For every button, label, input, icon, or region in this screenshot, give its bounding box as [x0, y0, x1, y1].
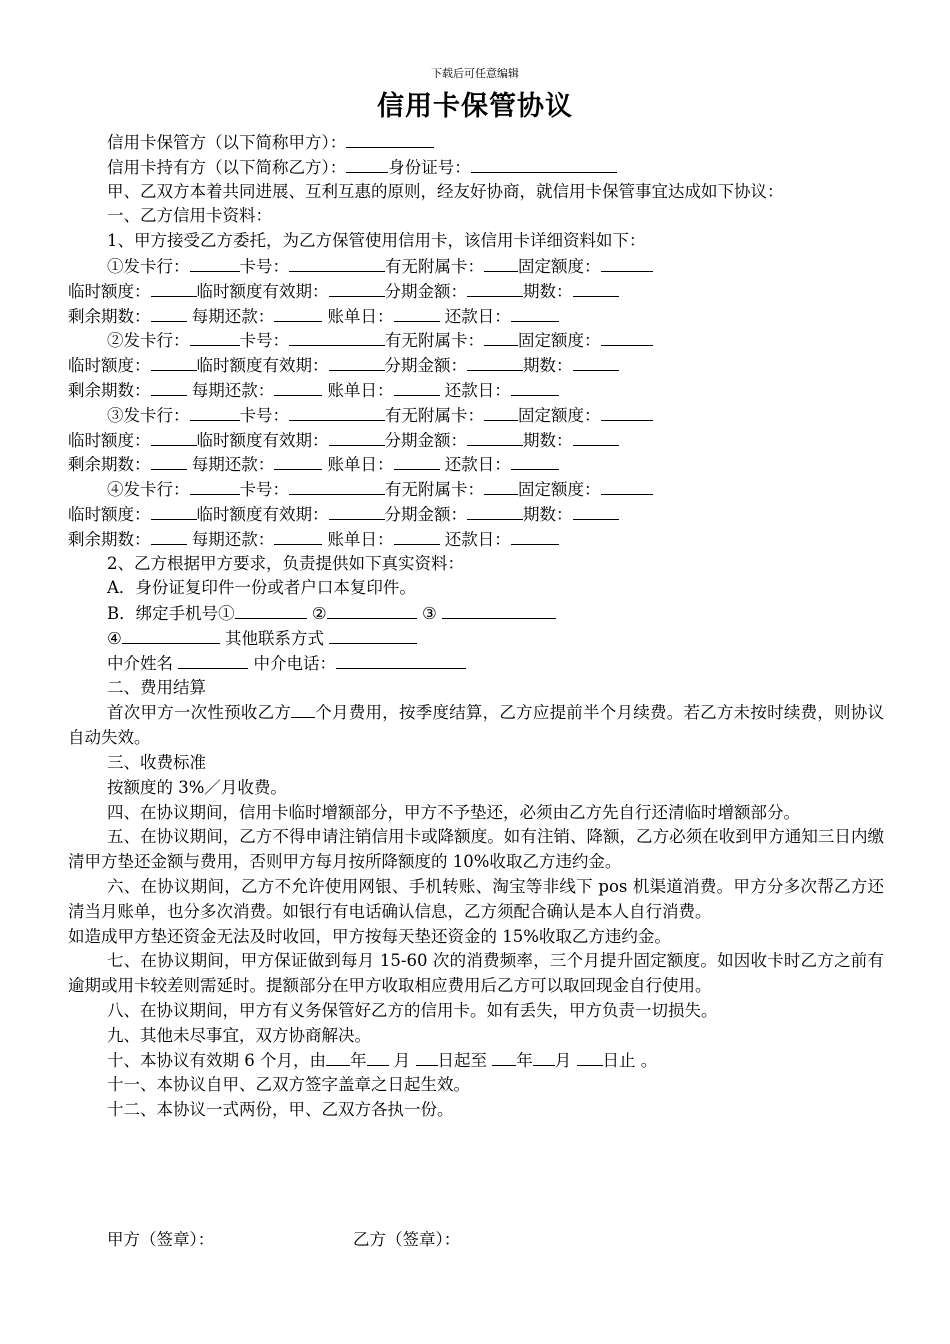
section6-extra: 如造成甲方垫还资金无法及时收回，甲方按每天垫还资金的 15%收取乙方违约金。 — [68, 926, 671, 946]
supplementary-label: 有无附属卡： — [385, 405, 484, 425]
card-line-3 — [68, 378, 884, 403]
per-payment-label: 每期还款： — [186, 529, 275, 549]
supplementary-blank[interactable] — [484, 254, 518, 272]
periods-label: 期数： — [523, 504, 573, 524]
bank-label: 发卡行： — [123, 480, 190, 500]
card-mark: ④ — [107, 480, 124, 500]
section9: 九、其他未尽事宜，双方协商解决。 — [107, 1025, 371, 1045]
phone4-blank[interactable] — [122, 626, 220, 644]
section10-part: 日起至 — [437, 1051, 493, 1071]
start-year-blank[interactable] — [326, 1048, 350, 1066]
bill-day-label: 账单日： — [322, 529, 394, 549]
temp-limit-label: 临时额度： — [68, 430, 151, 450]
fixed-limit-label: 固定额度： — [518, 256, 601, 276]
agent-name-label: 中介姓名 — [107, 653, 179, 673]
supplementary-label: 有无附属卡： — [385, 480, 484, 500]
section10-part: 月 — [554, 1051, 577, 1071]
installment-amount-blank[interactable] — [467, 353, 523, 371]
remaining-periods-blank[interactable] — [151, 378, 187, 396]
id-number-blank[interactable] — [471, 155, 617, 173]
card-no-label: 卡号： — [239, 405, 289, 425]
pay-day-label: 还款日： — [439, 306, 511, 326]
periods-blank[interactable] — [573, 353, 619, 371]
custodian-line — [68, 130, 884, 155]
card-no-label: 卡号： — [239, 480, 289, 500]
start-month-blank[interactable] — [367, 1048, 389, 1066]
installment-amount-label: 分期金额： — [384, 281, 467, 301]
per-payment-label: 每期还款： — [186, 306, 275, 326]
section10-part: 月 — [388, 1051, 416, 1071]
temp-limit-blank[interactable] — [151, 502, 197, 520]
installment-amount-blank[interactable] — [467, 428, 523, 446]
bank-label: 发卡行： — [123, 405, 190, 425]
pay-day-label: 还款日： — [439, 380, 511, 400]
temp-limit-blank[interactable] — [151, 279, 197, 297]
card-list — [68, 254, 884, 552]
end-year-blank[interactable] — [492, 1048, 516, 1066]
fixed-limit-blank[interactable] — [601, 477, 653, 495]
section10-part: 十、本协议有效期 6 个月，由 — [107, 1051, 326, 1071]
remaining-periods-blank[interactable] — [151, 527, 187, 545]
fixed-limit-label: 固定额度： — [518, 405, 601, 425]
custodian-label: 信用卡保管方（以下简称甲方）： — [107, 133, 347, 152]
card-no-blank[interactable] — [289, 254, 385, 272]
agent-phone-blank[interactable] — [336, 651, 466, 669]
section2-text-a: 首次甲方一次性预收乙方 — [107, 703, 292, 723]
fixed-limit-blank[interactable] — [601, 254, 653, 272]
phone2-mark: ② — [311, 604, 327, 624]
agent-name-blank[interactable] — [178, 651, 248, 669]
periods-blank[interactable] — [573, 279, 619, 297]
phone3-mark: ③ — [421, 604, 437, 624]
end-month-blank[interactable] — [533, 1048, 555, 1066]
bank-blank[interactable] — [190, 328, 240, 346]
section4: 四、在协议期间，信用卡临时增额部分，甲方不予垫还，必须由乙方先自行还清临时增额部分。 — [107, 802, 800, 822]
periods-label: 期数： — [523, 356, 573, 376]
temp-validity-label: 临时额度有效期： — [196, 356, 329, 376]
section6: 六、在协议期间，乙方不允许使用网银、手机转账、淘宝等非线下 pos 机渠道消费。甲方分多次帮乙方还清当月账单，也分多次消费。如银行有电话确认信息，乙方须配合确认是本人自行消费。 — [68, 876, 884, 921]
signature-party-b: 乙方（签章）： — [353, 1230, 461, 1249]
bank-label: 发卡行： — [123, 256, 190, 276]
remaining-periods-blank[interactable] — [151, 304, 187, 322]
phone2-blank[interactable] — [327, 601, 417, 619]
pay-day-blank[interactable] — [511, 452, 559, 470]
document-body — [68, 130, 884, 1123]
bill-day-label: 账单日： — [322, 380, 394, 400]
section11: 十一、本协议自甲、乙双方签字盖章之日起生效。 — [107, 1075, 470, 1095]
section10 — [68, 1048, 884, 1073]
section1-item1: 1、甲方接受乙方委托，为乙方保管使用信用卡，该信用卡详细资料如下： — [107, 231, 646, 251]
card-block — [68, 403, 884, 477]
supplementary-label: 有无附属卡： — [385, 256, 484, 276]
temp-validity-blank[interactable] — [329, 502, 385, 520]
holder-line — [68, 155, 884, 180]
installment-amount-blank[interactable] — [467, 502, 523, 520]
bank-blank[interactable] — [190, 477, 240, 495]
pay-day-label: 还款日： — [439, 529, 511, 549]
bill-day-blank[interactable] — [394, 378, 440, 396]
temp-validity-label: 临时额度有效期： — [196, 504, 329, 524]
temp-limit-label: 临时额度： — [68, 504, 151, 524]
holder-label: 信用卡持有方（以下简称乙方）： — [107, 157, 347, 177]
phone-label: B．绑定手机号① — [107, 604, 235, 624]
card-line-3 — [68, 304, 884, 329]
remaining-periods-blank[interactable] — [151, 452, 187, 470]
card-block — [68, 254, 884, 328]
section2-text — [68, 700, 884, 751]
custodian-blank[interactable] — [346, 130, 434, 148]
card-line-1 — [68, 477, 884, 502]
installment-amount-label: 分期金额： — [384, 504, 467, 524]
supplementary-blank[interactable] — [484, 328, 518, 346]
bill-day-label: 账单日： — [322, 455, 394, 475]
bill-day-label: 账单日： — [322, 306, 394, 326]
per-payment-blank[interactable] — [274, 452, 322, 470]
phone4-mark: ④ — [107, 628, 122, 648]
pay-day-blank[interactable] — [511, 527, 559, 545]
section5: 五、在协议期间，乙方不得申请注销信用卡或降额度。如有注销、降额，乙方必须在收到甲方通知三日内缴清甲方垫还金额与费用，否则甲方每月按所降额度的 10%收取乙方违约金。 — [68, 827, 884, 872]
bill-day-blank[interactable] — [394, 304, 440, 322]
holder-blank[interactable] — [346, 155, 388, 173]
fixed-limit-label: 固定额度： — [518, 331, 601, 351]
agent-line — [68, 651, 884, 676]
temp-validity-blank[interactable] — [329, 428, 385, 446]
section3-text: 按额度的 3%／月收费。 — [107, 777, 287, 797]
section12: 十二、本协议一式两份，甲、乙双方各执一份。 — [107, 1100, 454, 1120]
item-a: A．身份证复印件一份或者户口本复印件。 — [107, 578, 416, 598]
remaining-periods-label: 剩余期数： — [68, 380, 151, 400]
supplementary-label: 有无附属卡： — [385, 331, 484, 351]
card-block — [68, 477, 884, 551]
card-no-label: 卡号： — [239, 256, 289, 276]
temp-validity-blank[interactable] — [329, 353, 385, 371]
signature-party-a: 甲方（签章）： — [107, 1230, 215, 1249]
section8: 八、在协议期间，甲方有义务保管好乙方的信用卡。如有丢失，甲方负责一切损失。 — [107, 1000, 718, 1020]
card-line-2 — [68, 279, 884, 304]
periods-label: 期数： — [523, 281, 573, 301]
periods-blank[interactable] — [573, 502, 619, 520]
pay-day-label: 还款日： — [439, 455, 511, 475]
card-line-1 — [68, 328, 884, 353]
per-payment-label: 每期还款： — [186, 380, 275, 400]
card-no-blank[interactable] — [289, 328, 385, 346]
bank-blank[interactable] — [190, 254, 240, 272]
fixed-limit-label: 固定额度： — [518, 480, 601, 500]
phone4-line — [68, 626, 884, 651]
per-payment-blank[interactable] — [274, 304, 322, 322]
installment-amount-label: 分期金额： — [384, 430, 467, 450]
fixed-limit-blank[interactable] — [601, 328, 653, 346]
pay-day-blank[interactable] — [511, 304, 559, 322]
page-title: 信用卡保管协议 — [377, 91, 573, 122]
card-no-blank[interactable] — [289, 403, 385, 421]
pay-day-blank[interactable] — [511, 378, 559, 396]
fixed-limit-blank[interactable] — [601, 403, 653, 421]
bill-day-blank[interactable] — [394, 527, 440, 545]
other-contact-label: 其他联系方式 — [219, 628, 330, 648]
months-blank[interactable] — [291, 700, 315, 718]
section2-text-b: 个月费用，按季度结算，乙方应提前半个月续费。若乙方未按时续费，则协议自动失效。 — [68, 703, 885, 748]
bill-day-blank[interactable] — [394, 452, 440, 470]
temp-limit-blank[interactable] — [151, 353, 197, 371]
start-day-blank[interactable] — [416, 1048, 438, 1066]
installment-amount-blank[interactable] — [467, 279, 523, 297]
temp-validity-blank[interactable] — [329, 279, 385, 297]
card-no-label: 卡号： — [239, 331, 289, 351]
card-line-3 — [68, 452, 884, 477]
phone1-blank[interactable] — [235, 601, 307, 619]
item-b — [68, 601, 884, 626]
section1-item2: 2、乙方根据甲方要求，负责提供如下真实资料： — [107, 553, 464, 573]
supplementary-blank[interactable] — [484, 477, 518, 495]
installment-amount-label: 分期金额： — [384, 356, 467, 376]
other-contact-blank[interactable] — [329, 626, 417, 644]
card-line-3 — [68, 527, 884, 552]
remaining-periods-label: 剩余期数： — [68, 529, 151, 549]
card-mark: ③ — [107, 405, 124, 425]
bank-label: 发卡行： — [123, 331, 190, 351]
temp-validity-label: 临时额度有效期： — [196, 281, 329, 301]
remaining-periods-label: 剩余期数： — [68, 306, 151, 326]
card-line-1 — [68, 403, 884, 428]
per-payment-label: 每期还款： — [186, 455, 275, 475]
id-number-label: 身份证号： — [388, 157, 471, 177]
card-no-blank[interactable] — [289, 477, 385, 495]
header-note: 下载后可任意编辑 — [431, 67, 519, 80]
per-payment-blank[interactable] — [274, 378, 322, 396]
card-mark: ② — [107, 331, 124, 351]
temp-limit-blank[interactable] — [151, 428, 197, 446]
temp-validity-label: 临时额度有效期： — [196, 430, 329, 450]
card-line-2 — [68, 502, 884, 527]
section1-title: 一、乙方信用卡资料： — [107, 206, 272, 226]
section2-title: 二、费用结算 — [107, 677, 206, 697]
supplementary-blank[interactable] — [484, 403, 518, 421]
temp-limit-label: 临时额度： — [68, 281, 151, 301]
section10-part: 年 — [350, 1051, 367, 1071]
phone3-blank[interactable] — [442, 601, 556, 619]
per-payment-blank[interactable] — [274, 527, 322, 545]
temp-limit-label: 临时额度： — [68, 356, 151, 376]
section10-part: 年 — [516, 1051, 533, 1071]
section3-title: 三、收费标准 — [107, 752, 206, 772]
periods-label: 期数： — [523, 430, 573, 450]
card-line-1 — [68, 254, 884, 279]
card-block — [68, 328, 884, 402]
intro-line: 甲、乙双方本着共同进展、互利互惠的原则，经友好协商，就信用卡保管事宜达成如下协议： — [107, 181, 784, 201]
remaining-periods-label: 剩余期数： — [68, 455, 151, 475]
section7: 七、在协议期间，甲方保证做到每月 15-60 次的消费频率，三个月提升固定额度。如因收卡时乙方之前有逾期或用卡较差则需延时。提额部分在甲方收取相应费用后乙方可以取回现金自行使用。 — [68, 951, 884, 996]
card-line-2 — [68, 353, 884, 378]
card-mark: ① — [107, 256, 124, 276]
section10-part: 日止 。 — [602, 1051, 658, 1071]
agent-phone-label: 中介电话： — [248, 653, 336, 673]
end-day-blank[interactable] — [577, 1048, 603, 1066]
periods-blank[interactable] — [573, 428, 619, 446]
bank-blank[interactable] — [190, 403, 240, 421]
card-line-2 — [68, 428, 884, 453]
